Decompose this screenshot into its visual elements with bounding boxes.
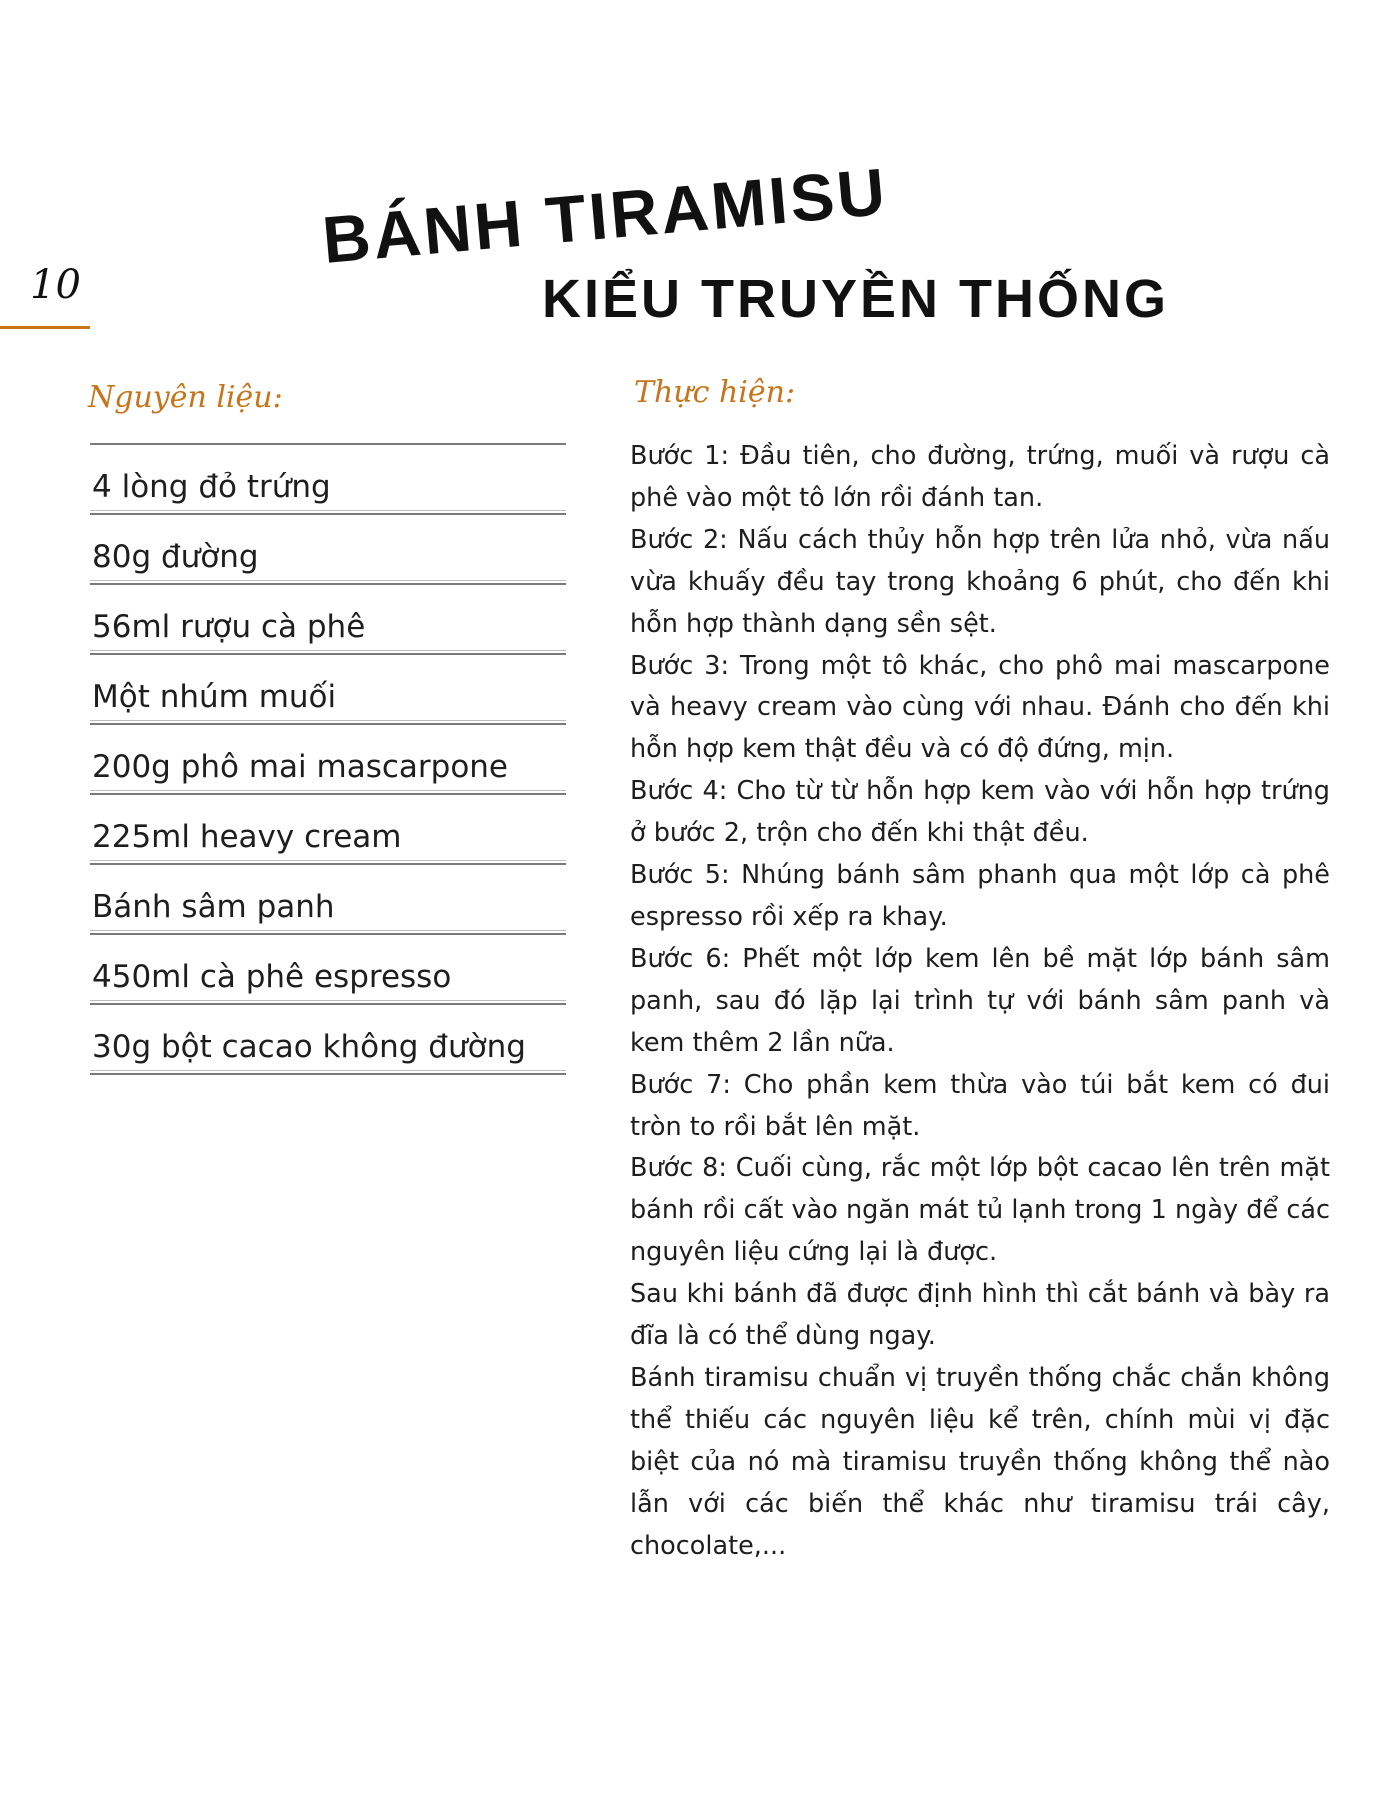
method-serving-note: Sau khi bánh đã được định hình thì cắt bánh và bày ra đĩa là có thể dùng ngay. <box>630 1279 1330 1352</box>
method-step-4: Bước 4: Cho từ từ hỗn hợp kem vào với hỗn hợp trứng ở bước 2, trộn cho đến khi thật đều. <box>630 776 1330 849</box>
ingredient-text: 450ml cà phê espresso <box>92 959 452 995</box>
page-number: 10 <box>30 262 81 308</box>
method-step-7: Bước 7: Cho phần kem thừa vào túi bắt kem có đui tròn to rồi bắt lên mặt. <box>630 1069 1330 1142</box>
method-step-1: Bước 1: Đầu tiên, cho đường, trứng, muối và rượu cà phê vào một tô lớn rồi đánh tan. <box>630 441 1330 513</box>
recipe-title-line2: KIỂU TRUYỀN THỐNG <box>542 269 1170 329</box>
ingredient-item <box>90 725 566 795</box>
ingredient-text: Một nhúm muối <box>92 679 337 715</box>
method-heading: Thực hiện: <box>634 375 796 410</box>
ingredient-list <box>90 443 566 1075</box>
ingredient-text: 80g đường <box>92 539 259 575</box>
method-step-8: Bước 8: Cuối cùng, rắc một lớp bột cacao lên trên mặt bánh rồi cất vào ngăn mát tủ lạnh trong 1 ngày để các nguyên liệu cứng lại là được. <box>630 1153 1330 1268</box>
page-number-underline <box>0 326 90 329</box>
ingredient-text: 4 lòng đỏ trứng <box>92 469 331 505</box>
ingredient-text: 56ml rượu cà phê <box>92 609 366 645</box>
ingredient-text: 225ml heavy cream <box>92 819 402 855</box>
method-closing-note: Bánh tiramisu chuẩn vị truyền thống chắc chắn không thể thiếu các nguyên liệu kể trên, chính mùi vị đặc biệt của nó mà tiramisu truyền thống không thể nào lẫn với các biến thể khác như tiramisu trái cây, chocolate,... <box>630 1362 1330 1561</box>
method-step-5: Bước 5: Nhúng bánh sâm phanh qua một lớp cà phê espresso rồi xếp ra khay. <box>630 860 1330 932</box>
ingredient-item <box>90 655 566 725</box>
ingredient-text: 200g phô mai mascarpone <box>92 749 509 785</box>
ingredient-item <box>90 585 566 655</box>
ingredient-item <box>90 865 566 935</box>
method-steps <box>630 436 1330 1567</box>
ingredient-text: Bánh sâm panh <box>92 889 335 925</box>
ingredient-item <box>90 795 566 865</box>
method-step-2: Bước 2: Nấu cách thủy hỗn hợp trên lửa nhỏ, vừa nấu vừa khuấy đều tay trong khoảng 6 phút, cho đến khi hỗn hợp thành dạng sền sệt. <box>630 524 1330 639</box>
ingredient-text: 30g bột cacao không đường <box>92 1029 526 1065</box>
ingredient-item <box>90 935 566 1005</box>
ingredient-item <box>90 515 566 585</box>
method-step-6: Bước 6: Phết một lớp kem lên bề mặt lớp bánh sâm panh, sau đó lặp lại trình tự với bánh sâm panh và kem thêm 2 lần nữa. <box>630 943 1330 1058</box>
ingredient-item <box>90 1005 566 1075</box>
method-step-3: Bước 3: Trong một tô khác, cho phô mai mascarpone và heavy cream vào cùng với nhau. Đánh cho đến khi hỗn hợp kem thật đều và có độ đứng, mịn. <box>630 650 1330 765</box>
ingredient-item <box>90 445 566 515</box>
recipe-title-line1: BÁNH TIRAMISU <box>319 153 891 278</box>
ingredients-heading: Nguyên liệu: <box>88 380 283 415</box>
